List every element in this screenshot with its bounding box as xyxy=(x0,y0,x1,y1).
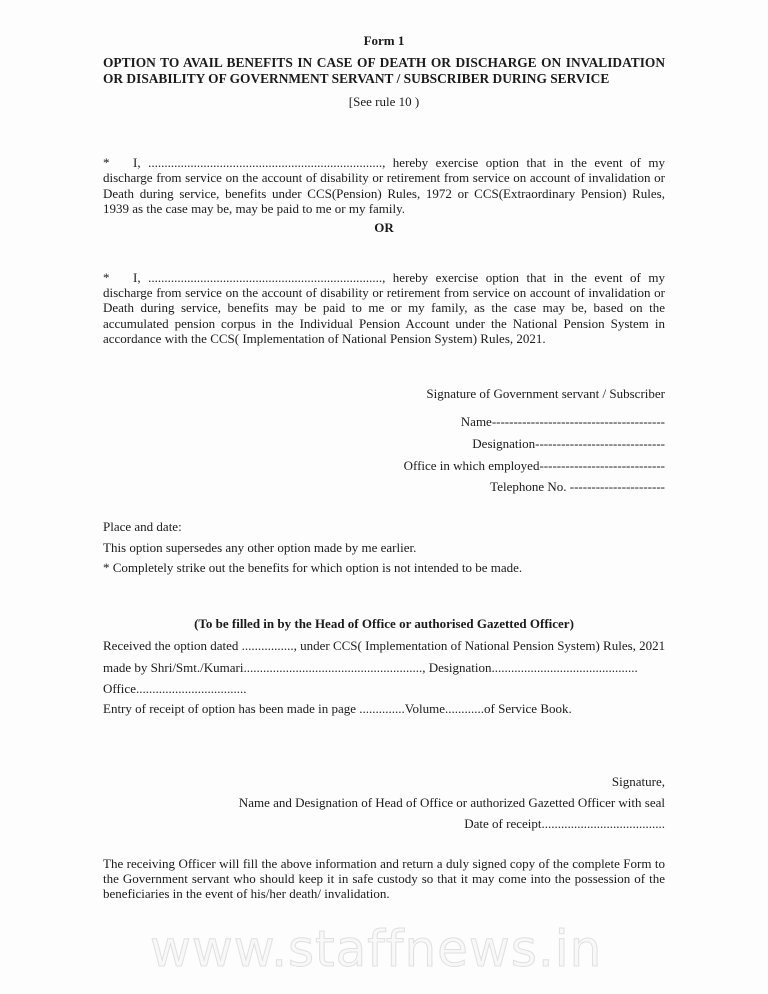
option-1-paragraph xyxy=(103,155,665,216)
supersede-note: This option supersedes any other option made by me earlier. xyxy=(103,540,417,556)
servant-designation-field: Designation------------------------------ xyxy=(472,436,665,452)
option-2-asterisk: * xyxy=(103,270,110,285)
entry-of-receipt-line: Entry of receipt of option has been made in page ..............Volume............of Service Book. xyxy=(103,701,572,717)
option-1-text: I, ........................................................................, hereby exercise option that in the event of my discharge from service on the account of disability or retirement from service on account of invalidation or Death during service, benefits under CCS(Pension) Rules, 1972 or CCS(Extraordinary Pension) Rules, 1939 as the case may be, may be paid to me or my family. xyxy=(103,155,665,216)
officer-signature-label: Signature, xyxy=(611,774,665,790)
form-number: Form 1 xyxy=(363,33,405,48)
office-field: Office.................................. xyxy=(103,681,247,697)
or-separator: OR xyxy=(374,220,394,235)
form-content xyxy=(103,0,665,902)
servant-name-field: Name---------------------------------------- xyxy=(460,414,665,430)
servant-telephone-field: Telephone No. ---------------------- xyxy=(490,479,665,495)
watermark-text: www.staffnews.in xyxy=(150,920,603,978)
place-and-date-label: Place and date: xyxy=(103,519,182,535)
officer-name-designation-line: Name and Designation of Head of Office or authorized Gazetted Officer with seal xyxy=(238,795,665,811)
option-2-paragraph xyxy=(103,270,665,346)
option-2-text: I, ........................................................................, hereby exercise option that in the event of my discharge from service on the account of disability or retirement from service on account of invalidation or Death during service, benefits may be paid to me or my family, as the case may be, based on the accumulated pension corpus in the Individual Pension Account under the National Pension System in accordance with the CCS( Implementation of National Pension System) Rules, 2021. xyxy=(103,270,665,346)
footer-note: The receiving Officer will fill the above information and return a duly signed copy of the complete Form to the Government servant who should keep it in safe custody so that it may come into the possession of the beneficiaries in the event of his/her death/ invalidation. xyxy=(103,856,665,902)
office-section-heading: (To be filled in by the Head of Office or authorised Gazetted Officer) xyxy=(194,616,574,632)
received-option-line: Received the option dated ................, under CCS( Implementation of National Pension System) Rules, 2021 xyxy=(103,638,666,654)
made-by-line: made by Shri/Smt./Kumari......................................................., Designation............................................. xyxy=(103,660,638,676)
form-title: OPTION TO AVAIL BENEFITS IN CASE OF DEATH OR DISCHARGE ON INVALIDATION OR DISABILITY OF GOVERNMENT SERVANT / SUBSCRIBER DURING SERVICE xyxy=(103,55,665,86)
servant-office-field: Office in which employed----------------------------- xyxy=(403,458,665,474)
rule-reference: [See rule 10 ) xyxy=(348,94,420,110)
servant-signature-heading: Signature of Government servant / Subscriber xyxy=(426,386,665,402)
option-1-asterisk: * xyxy=(103,155,110,171)
date-of-receipt-field: Date of receipt...................................... xyxy=(464,816,665,832)
strike-out-note: * Completely strike out the benefits for which option is not intended to be made. xyxy=(103,560,523,576)
